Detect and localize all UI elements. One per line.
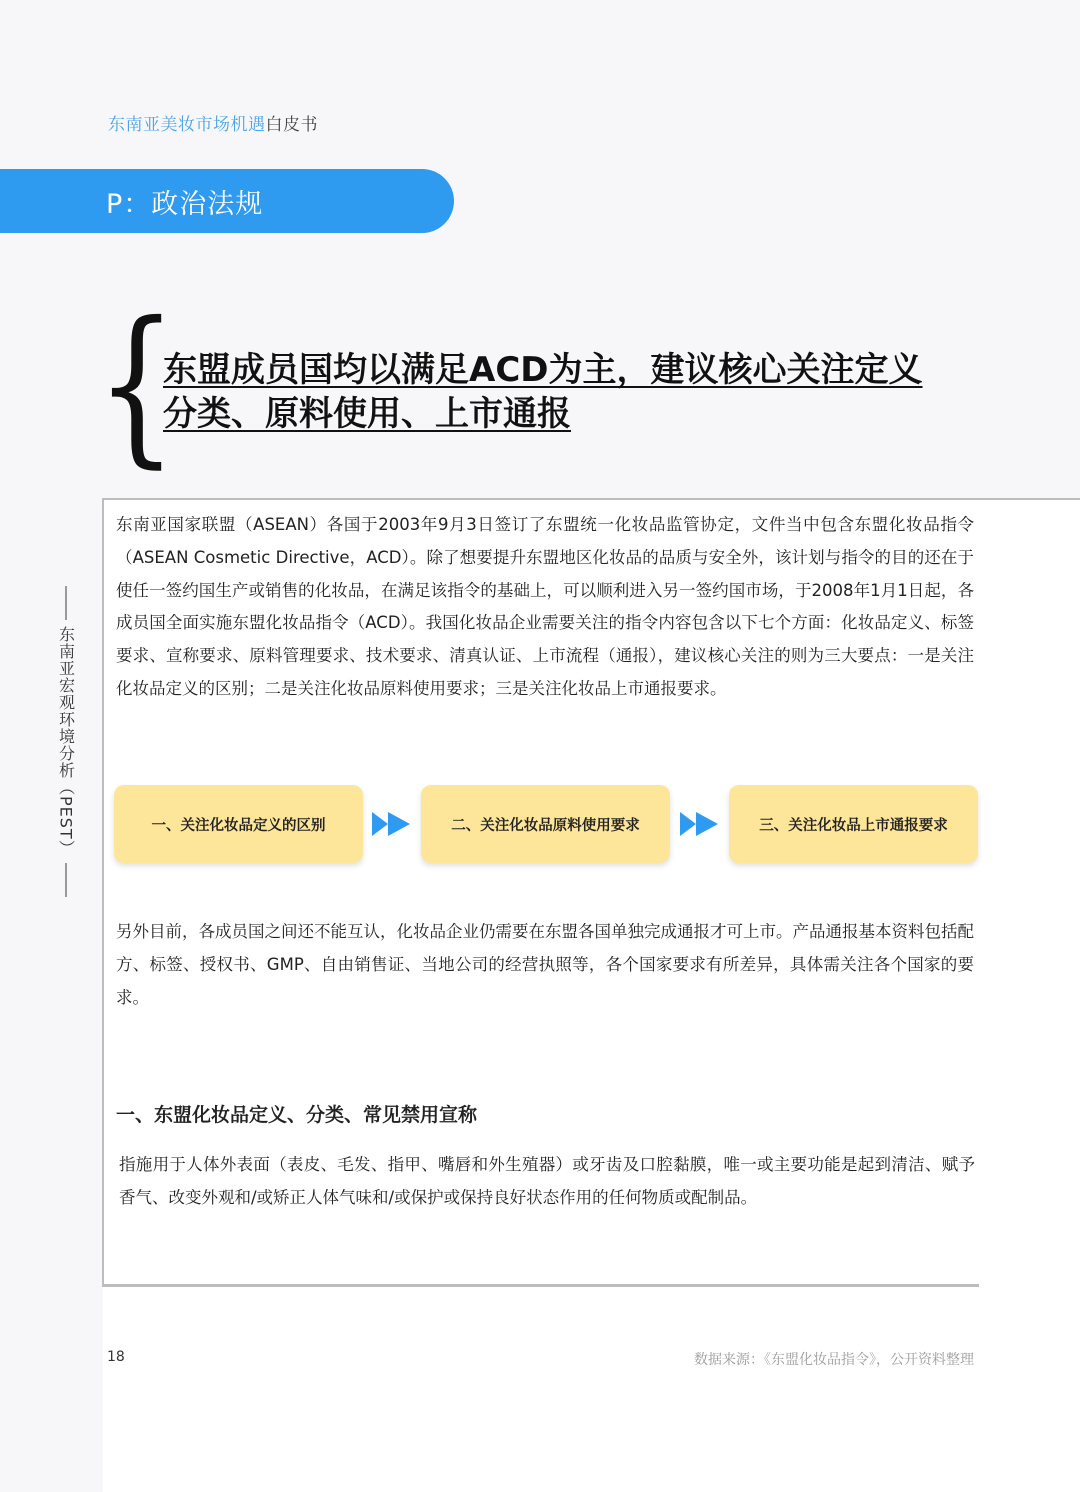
document-title-primary: 东南亚美妆市场机遇	[108, 115, 266, 135]
notification-paragraph: 另外目前，各成员国之间还不能互认，化妆品企业仍需要在东盟各国单独完成通报才可上市。产品通报基本资料包括配方、标签、授权书、GMP、自由销售证、当地公司的经营执照等，各个国家要求有所差异，具体需关注各个国家的要求。	[116, 922, 974, 1007]
step-box-3	[729, 785, 978, 863]
step-label-1: 一、关注化妆品定义的区别	[151, 817, 326, 834]
document-title	[108, 110, 318, 135]
section-banner-label: P：政治法规	[106, 188, 264, 220]
side-chapter-label	[54, 580, 78, 903]
headline-line-1: 东盟成员国均以满足ACD为主，建议核心关注定义	[163, 350, 923, 390]
content-bottom-divider	[102, 1284, 979, 1287]
step-box-1	[114, 785, 363, 863]
sub-heading: 一、东盟化妆品定义、分类、常见禁用宣称	[116, 1104, 478, 1126]
side-label-line-top	[65, 586, 67, 620]
double-arrow-right-icon	[372, 810, 412, 838]
page-number: 18	[107, 1349, 125, 1365]
data-source-note: 数据来源：《东盟化妆品指令》，公开资料整理	[694, 1352, 974, 1368]
document-title-secondary: 白皮书	[265, 115, 318, 135]
side-label-text: 东南亚宏观环境分析（PEST）	[56, 626, 76, 857]
headline	[163, 348, 993, 436]
step-label-3: 三、关注化妆品上市通报要求	[759, 817, 948, 834]
intro-paragraph: 东南亚国家联盟（ASEAN）各国于2003年9月3日签订了东盟统一化妆品监管协定，文件当中包含东盟化妆品指令（ASEAN Cosmetic Directive，ACD）。除了想要提升东盟地区化妆品的品质与安全外，该计划与指令的目的还在于使任一签约国生产或销售的化妆品，在满足该指令的基础上，可以顺利进入另一签约国市场，于2008年1月1日起，各成员国全面实施东盟化妆品指令（ACD）。我国化妆品企业需要关注的指令内容包含以下七个方面：化妆品定义、标签要求、宣称要求、原料管理要求、技术要求、清真认证、上市流程（通报），建议核心关注的则为三大要点：一是关注化妆品定义的区别；二是关注化妆品原料使用要求；三是关注化妆品上市通报要求。	[116, 515, 974, 698]
section-banner	[0, 169, 454, 233]
definition-paragraph: 指施用于人体外表面（表皮、毛发、指甲、嘴唇和外生殖器）或牙齿及口腔黏膜，唯一或主要功能是起到清洁、赋予香气、改变外观和/或矫正人体气味和/或保护或保持良好状态作用的任何物质或配制品。	[119, 1155, 975, 1207]
side-label-line-bottom	[65, 863, 67, 897]
left-brace-icon: {	[96, 286, 178, 484]
double-arrow-right-icon	[680, 810, 720, 838]
headline-line-2: 分类、原料使用、上市通报	[163, 394, 571, 434]
step-box-2	[421, 785, 670, 863]
step-label-2: 二、关注化妆品原料使用要求	[451, 817, 640, 834]
